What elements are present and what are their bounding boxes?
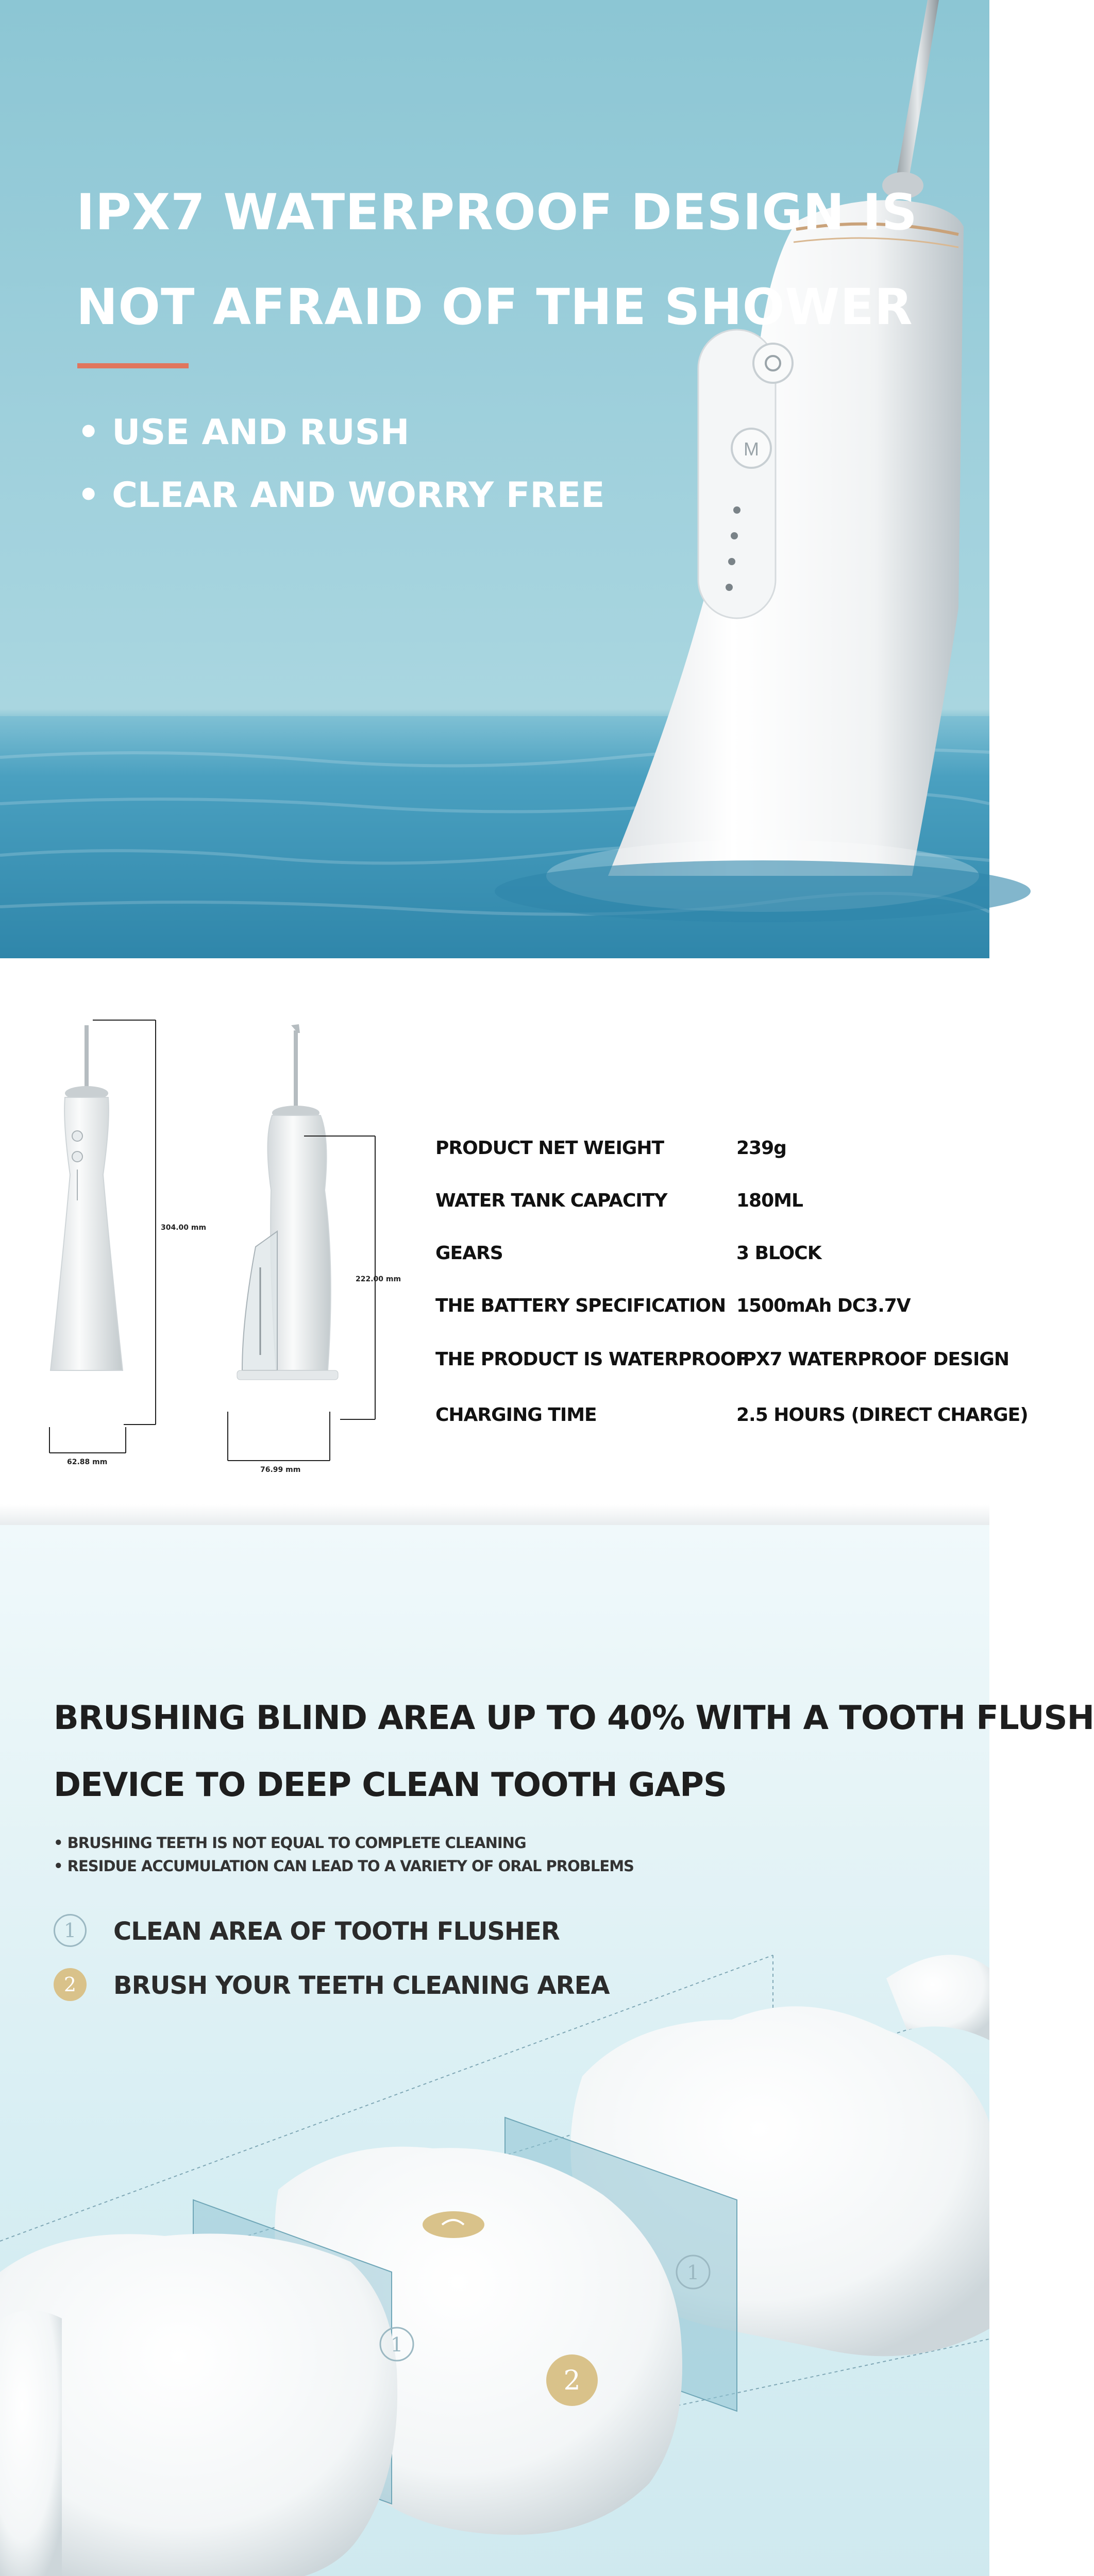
teeth-title-line: BRUSHING BLIND AREA UP TO 40% WITH A TOOTH FLUSH xyxy=(54,1699,1094,1737)
teeth-note: • BRUSHING TEETH IS NOT EQUAL TO COMPLETE CLEANING xyxy=(54,1834,526,1852)
accent-divider xyxy=(77,363,189,368)
product-specs-section xyxy=(0,958,1028,1525)
indicator-light xyxy=(731,532,738,539)
front-height-dimension: 304.00 mm xyxy=(161,1224,207,1232)
hero-bullet: • CLEAR AND WORRY FREE xyxy=(77,475,605,516)
legend-badge-filled: 2 xyxy=(54,1968,87,2001)
brush-area-marker xyxy=(423,2211,484,2238)
spec-value: 180ML xyxy=(736,1190,803,1211)
product-dimension-diagram xyxy=(0,958,423,1525)
spec-row xyxy=(435,1295,982,1326)
front-width-dimension: 62.88 mm xyxy=(67,1458,108,1466)
indicator-light xyxy=(733,506,740,514)
side-view-device xyxy=(237,1024,338,1380)
spec-label: THE PRODUCT IS WATERPROOF xyxy=(435,1349,748,1370)
teeth-cleaning-illustration xyxy=(0,1525,989,2576)
tooth-cleaning-section xyxy=(0,1525,1094,2576)
spec-label: THE BATTERY SPECIFICATION xyxy=(435,1295,726,1316)
spec-value: 239g xyxy=(736,1138,786,1159)
spec-row xyxy=(435,1404,1028,1435)
legend-label: BRUSH YOUR TEETH CLEANING AREA xyxy=(113,1971,610,2000)
spec-label: CHARGING TIME xyxy=(435,1404,597,1426)
front-view-device xyxy=(51,1025,123,1370)
teeth-section-title xyxy=(54,1685,1094,1819)
indicator-light xyxy=(726,584,733,591)
spec-row xyxy=(435,1349,1009,1380)
diagram-marker-2 xyxy=(546,2354,598,2406)
spec-label: GEARS xyxy=(435,1243,503,1264)
spec-row xyxy=(435,1243,982,1274)
spec-value: 2.5 HOURS (DIRECT CHARGE) xyxy=(736,1404,1028,1426)
teeth-note: • RESIDUE ACCUMULATION CAN LEAD TO A VARIETY OF ORAL PROBLEMS xyxy=(54,1857,634,1875)
legend-badge-outline: 1 xyxy=(54,1914,87,1947)
diagram-marker-label: 1 xyxy=(390,2333,403,2356)
legend-label: CLEAN AREA OF TOOTH FLUSHER xyxy=(113,1917,560,1946)
hero-bullet: • USE AND RUSH xyxy=(77,412,410,453)
spec-label: WATER TANK CAPACITY xyxy=(435,1190,667,1211)
hero-title-line: NOT AFRAID OF THE SHOWER xyxy=(76,278,913,336)
spec-label: PRODUCT NET WEIGHT xyxy=(435,1138,664,1159)
section-divider xyxy=(0,1504,989,1525)
spec-row xyxy=(435,1138,982,1168)
teeth-title-line: DEVICE TO DEEP CLEAN TOOTH GAPS xyxy=(54,1766,727,1804)
molar-far xyxy=(886,1955,989,2040)
mode-button-label: M xyxy=(744,438,759,460)
hero-title xyxy=(76,165,918,354)
diagram-marker-label: 2 xyxy=(563,2365,581,2396)
side-height-dimension: 222.00 mm xyxy=(356,1275,401,1283)
side-width-dimension: 76.99 mm xyxy=(260,1466,301,1474)
indicator-light xyxy=(728,558,735,565)
waterproof-hero-section xyxy=(0,0,989,958)
spec-value: IPX7 WATERPROOF DESIGN xyxy=(736,1349,1009,1370)
spec-value: 3 BLOCK xyxy=(736,1243,821,1264)
spec-row xyxy=(435,1190,982,1221)
hero-title-line: IPX7 WATERPROOF DESIGN IS xyxy=(76,183,918,241)
spec-value: 1500mAh DC3.7V xyxy=(736,1295,911,1316)
device-nozzle xyxy=(897,0,939,175)
diagram-marker-label: 1 xyxy=(686,2261,700,2284)
